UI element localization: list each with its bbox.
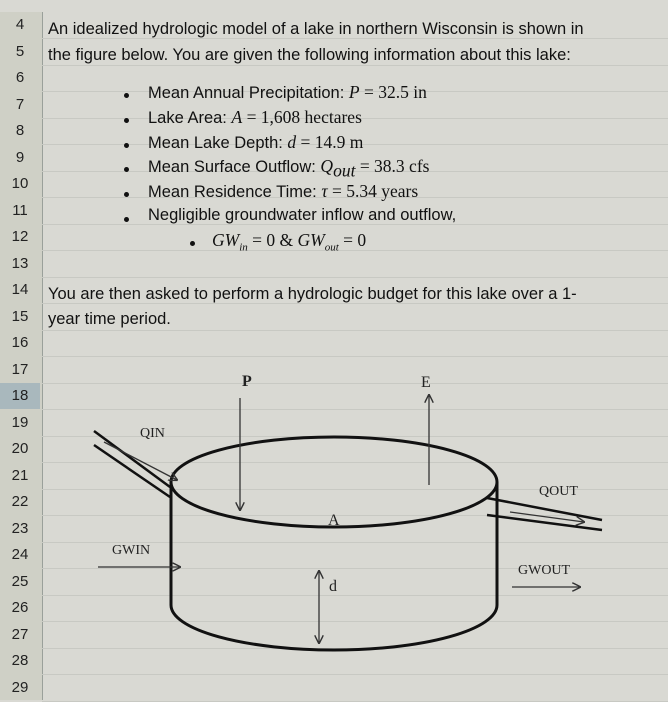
task-line-2: year time period. [48,310,171,328]
qin-arrow [104,442,177,480]
area-label: A [328,512,340,529]
row-number[interactable]: 8 [15,122,25,139]
gwin-label: GWIN [112,543,151,558]
qout-label: QOUT [539,484,578,499]
row-number[interactable]: 27 [11,625,29,643]
precipitation-label: P [242,373,252,390]
lake-model-diagram [42,355,668,700]
intro-line-2: the figure below. You are given the following information about this lake: [48,46,571,64]
fact-item: Lake Area: A = 1,608 hectares [148,106,362,127]
row-number[interactable]: 6 [15,69,25,86]
depth-label: d [329,578,337,595]
intro-line-1: An idealized hydrologic model of a lake in northern Wisconsin is shown in [48,20,584,38]
row-number[interactable]: 15 [11,307,29,325]
row-number[interactable]: 12 [11,228,29,245]
row-number[interactable]: 11 [12,201,28,219]
row-number[interactable]: 5 [15,42,25,60]
row-number[interactable]: 9 [15,148,25,166]
fact-item: Mean Lake Depth: d = 14.9 m [148,131,364,152]
row-number[interactable]: 24 [11,546,29,563]
evaporation-label: E [421,374,431,391]
row-number[interactable]: 4 [15,16,25,33]
row-number[interactable]: 26 [11,599,29,616]
row-number[interactable]: 19 [11,413,29,431]
row-number[interactable]: 7 [15,95,25,113]
gwout-label: GWOUT [518,563,571,578]
fact-item: Mean Annual Precipitation: P = 32.5 in [148,82,427,102]
row-number[interactable]: 28 [11,652,29,669]
row-number[interactable]: 13 [11,254,29,272]
row-number[interactable]: 29 [11,678,29,696]
fact-bullet [124,217,129,222]
fact-item: Negligible groundwater inflow and outflow, [148,206,457,224]
task-line-1: You are then asked to perform a hydrologic budget for this lake over a 1- [48,285,577,303]
row-number[interactable]: 20 [11,440,29,457]
groundwater-equation: $GW_{in} = 0$ & $GW_{out} = 0$ [212,230,367,254]
fact-bullet [124,143,129,148]
row-number-column [0,12,43,700]
qin-label: QIN [140,426,165,441]
row-number[interactable]: 25 [11,572,29,590]
fact-item: Mean Residence Time: τ = 5.34 years [148,181,419,202]
row-number[interactable]: 17 [11,360,29,378]
row-number[interactable]: 18 [0,383,40,409]
row-number[interactable]: 16 [11,334,29,351]
fact-bullet [124,167,129,172]
row-number[interactable]: 14 [11,281,29,298]
fact-bullet [124,118,129,123]
fact-item: Mean Surface Outflow: $Q_{out} = 38.3$ cfs [148,156,430,181]
sub-bullet [190,241,195,246]
row-number[interactable]: 23 [11,519,29,537]
row-number[interactable]: 22 [11,493,29,510]
lake-bottom-arc [171,605,497,650]
row-number[interactable]: 21 [11,466,29,484]
row-number[interactable]: 10 [11,175,29,192]
fact-bullet [124,93,129,98]
